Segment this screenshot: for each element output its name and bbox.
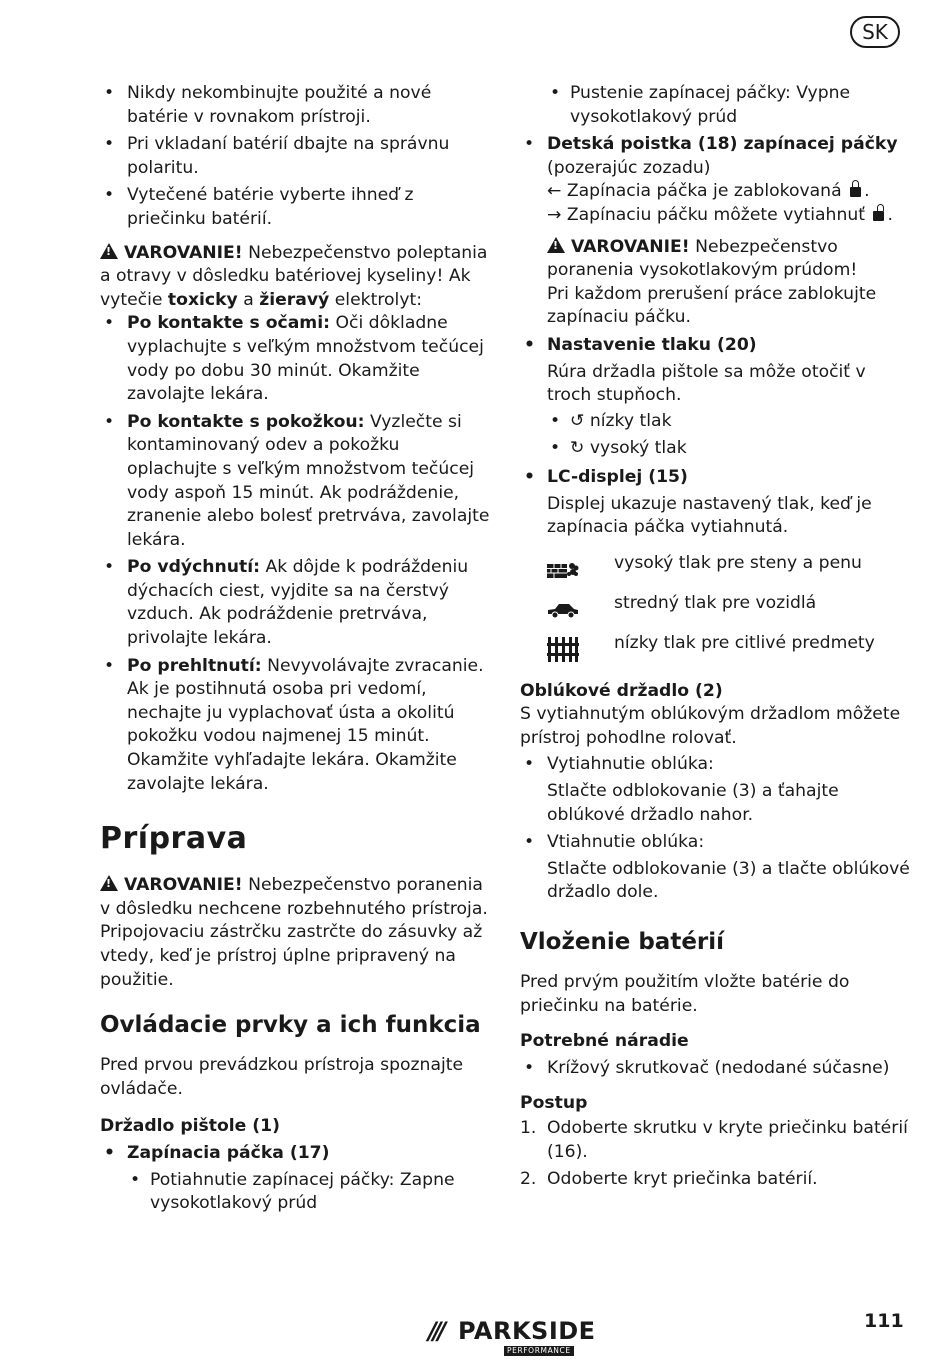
list-item	[520, 410, 912, 434]
step-number: 2.	[520, 1169, 537, 1190]
list-item	[100, 312, 490, 406]
warning-paragraph	[100, 874, 490, 992]
warning-label: VAROVANIE!	[124, 875, 243, 896]
list-item: • Pri vkladaní batérií dbajte na správnu polaritu.	[100, 133, 490, 180]
list-item: • Vytečené batérie vyberte ihneď z priečinku batérií.	[100, 184, 490, 231]
section-title: Vloženie batérií	[520, 929, 725, 956]
battery-text: Pred prvým použitím vložte batérie do priečinku na batérie.	[520, 972, 850, 1016]
list-item: • Krížový skrutkovač (nedodané súčasne)	[520, 1057, 912, 1081]
page-number: 111	[864, 1310, 904, 1332]
lock-line: ← Zapínacia páčka je zablokovaná .	[547, 181, 870, 202]
warning-text: a	[237, 289, 260, 310]
list-item	[520, 82, 912, 129]
list-item	[100, 556, 490, 650]
warning-icon	[100, 875, 118, 891]
tools-title: Potrebné náradie	[520, 1031, 689, 1052]
list-item	[100, 1169, 490, 1216]
mode-row	[520, 632, 912, 672]
lcd-text: Displej ukazuje nastavený tlak, keď je zapínacia páčka vytiahnutá.	[547, 493, 872, 538]
left-column	[100, 82, 490, 1216]
first-aid-title: Po vdýchnutí:	[127, 557, 260, 578]
list-item: • Vtiahnutie oblúka:	[520, 831, 912, 855]
trigger-item-text: • Pustenie zapínacej páčky: Vypne vysokotlakový prúd	[547, 82, 912, 129]
mode-text: nízky tlak pre citlivé predmety	[614, 632, 875, 653]
warning-text: Nebezpečenstvo poranenia vysokotlakovým prúdom!	[547, 236, 858, 281]
step-item	[520, 1117, 912, 1164]
mode-list	[520, 552, 912, 672]
pressure-text: Rúra držadla pištole sa môže otočiť v troch stupňoch.	[547, 361, 866, 406]
pressure-low: • ↺ nízky tlak	[547, 410, 912, 434]
warning-text: Nebezpečenstvo poranenia v dôsledku nechcene rozbehnutého prístroja. Pripojovaciu zástrčku zastrčte do zásuvky až vtedy, keď je prístroj úplne pripravený na použitie.	[100, 875, 488, 990]
subsection-title: Ovládacie prvky a ich funkcia	[100, 1012, 481, 1039]
language-badge: SK	[850, 16, 900, 48]
grip-title: Držadlo pištole (1)	[100, 1116, 280, 1137]
lock-open-icon	[873, 211, 884, 221]
first-aid-text: Oči dôkladne vyplachujte s veľkým množstvom tečúcej vody po dobu 30 minút. Okamžite zavolajte lekára.	[127, 313, 484, 405]
step-text: Odoberte skrutku v kryte priečinku batérií (16).	[547, 1118, 908, 1162]
fence-icon	[547, 634, 579, 662]
wall-foam-icon	[547, 554, 579, 582]
list-item: • LC-displej (15)	[520, 466, 912, 490]
list-item	[100, 411, 490, 553]
lock-line: → Zapínaciu páčku môžete vytiahnuť .	[547, 204, 893, 225]
handle-title: Oblúkové držadlo (2)	[520, 680, 723, 701]
mode-text: vysoký tlak pre steny a penu	[614, 552, 862, 573]
first-aid-title: Po kontakte s očami:	[127, 313, 330, 334]
list-item: • Vytiahnutie oblúka:	[520, 753, 912, 777]
mode-row	[520, 592, 912, 632]
warning-icon	[100, 243, 118, 259]
warning-emphasis: toxicky	[167, 289, 238, 310]
first-aid-title: Po kontakte s pokožkou:	[127, 411, 365, 432]
warning-paragraph: Pri každom prerušení práce zablokujte zapínaciu páčku.	[547, 283, 877, 328]
warning-label: VAROVANIE!	[571, 236, 690, 257]
section-title: Príprava	[100, 821, 248, 857]
list-item	[100, 655, 490, 797]
warning-text: elektrolyt:	[329, 289, 423, 310]
first-aid-title: Po prehltnutí:	[127, 655, 262, 676]
pressure-high: • ↻ vysoký tlak	[547, 437, 912, 461]
list-item	[520, 133, 912, 180]
lock-line-text: ← Zapínacia páčka je zablokovaná	[547, 181, 842, 202]
mode-text: stredný tlak pre vozidlá	[614, 592, 817, 613]
child-lock-title: Detská poistka (18) zapínacej páčky	[547, 134, 898, 155]
first-aid-text: Ak dôjde k podráždeniu dýchacích ciest, vyjdite sa na čerstvý vzduch. Ak podráždenie pretrváva, privolajte lekára.	[127, 557, 469, 649]
lock-line-text: → Zapínaciu páčku môžete vytiahnuť	[547, 204, 865, 225]
list-item: • Zapínacia páčka (17)	[100, 1142, 490, 1166]
mode-row	[520, 552, 912, 592]
logo-slashes: ///	[428, 1317, 443, 1345]
warning-text: Nebezpečenstvo poleptania a otravy v dôsledku batériovej kyseliny! Ak vytečie	[100, 242, 488, 310]
warning-emphasis: žieravý	[259, 289, 330, 310]
warning-label: VAROVANIE!	[124, 242, 243, 263]
warning-paragraph	[100, 242, 490, 313]
lock-closed-icon	[850, 187, 861, 197]
handle-text: S vytiahnutým oblúkovým držadlom môžete prístroj pohodlne rolovať.	[520, 704, 901, 748]
intro-text: Pred prvou prevádzkou prístroja spoznajte ovládače.	[100, 1055, 464, 1099]
list-item: • Nastavenie tlaku (20)	[520, 334, 912, 358]
right-column	[520, 82, 912, 1192]
logo-subtext: PERFORMANCE	[504, 1346, 574, 1356]
warning-paragraph	[520, 236, 912, 283]
step-number: 1.	[520, 1118, 537, 1138]
child-lock-suffix: (pozerajúc zozadu)	[547, 157, 711, 178]
step-text: Odoberte kryt priečinka batérií.	[547, 1169, 818, 1190]
first-aid-text: Nevyvolávajte zvracanie. Ak je postihnutá osoba pri vedomí, nechajte ju vyplachovať ústa a okolitú pokožku vodou najmenej 15 minút. Okamžite vyhľadajte lekára. Okamžite zavolajte lekára.	[127, 655, 484, 794]
parkside-logo	[428, 1315, 596, 1357]
trigger-item-text: • Potiahnutie zapínacej páčky: Zapne vysokotlakový prúd	[127, 1169, 490, 1216]
warning-icon	[547, 237, 565, 253]
list-item	[520, 437, 912, 461]
logo-text: PARKSIDE	[458, 1317, 596, 1345]
car-icon	[547, 594, 579, 622]
list-item-detail: Stlačte odblokovanie (3) a tlačte oblúkové držadlo dole.	[547, 858, 910, 903]
list-item-detail: Stlačte odblokovanie (3) a ťahajte oblúkové držadlo nahor.	[547, 781, 839, 825]
list-item: • Nikdy nekombinujte použité a nové batérie v rovnakom prístroji.	[100, 82, 490, 129]
first-aid-text: Vyzlečte si kontaminovaný odev a pokožku oplachujte s veľkým množstvom tečúcej vody aspoň 15 minút. Ak podráždenie, zranenie alebo bolesť pretrváva, zavolajte lekára.	[127, 411, 490, 550]
procedure-title: Postup	[520, 1093, 588, 1114]
step-item	[520, 1168, 912, 1192]
